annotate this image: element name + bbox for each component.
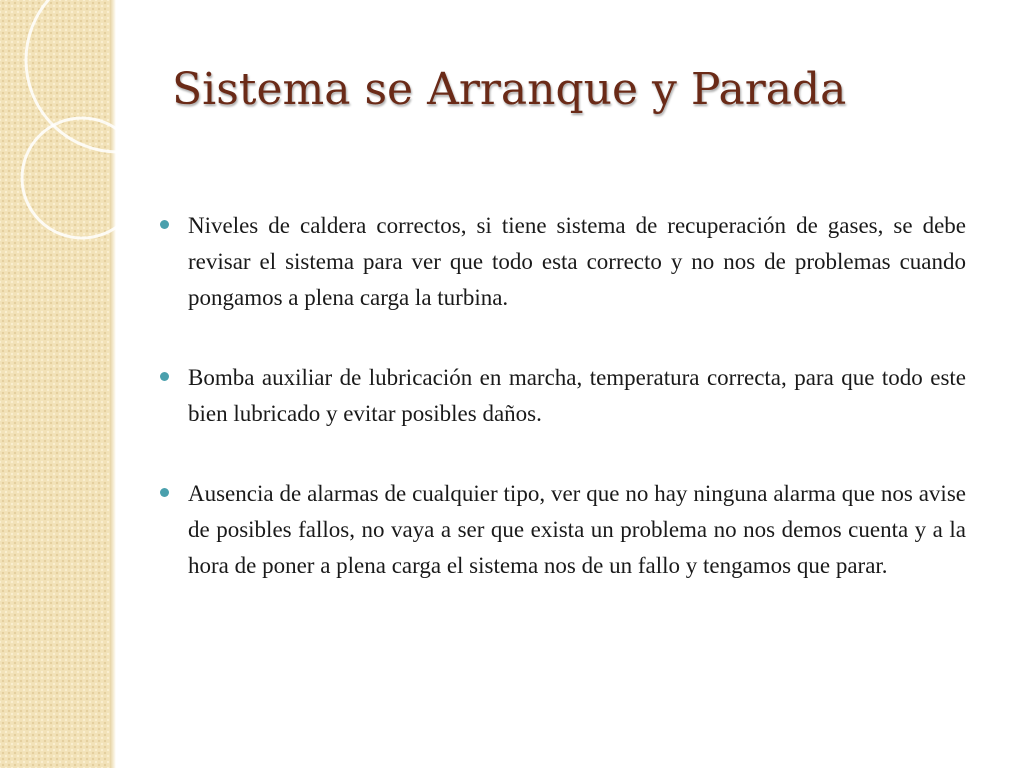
bullet-text: Niveles de caldera correctos, si tiene sistema de recuperación de gases, se debe revisar el sistema para ver que todo esta correcto y no nos de problemas cuando pongamos a plena carga la turbina. <box>188 213 966 310</box>
bullet-item <box>160 208 966 316</box>
bullet-text: Ausencia de alarmas de cualquier tipo, ver que no hay ninguna alarma que nos avise de posibles fallos, no vaya a ser que exista un problema no nos demos cuenta y a la hora de poner a plena carga el sistema nos de un fallo y tengamos que parar. <box>188 481 966 578</box>
bullet-text: Bomba auxiliar de lubricación en marcha, temperatura correcta, para que todo este bien lubricado y evitar posibles daños. <box>188 365 966 426</box>
decorative-side-band <box>0 0 110 768</box>
slide-title: Sistema se Arranque y Parada <box>172 64 847 115</box>
bullet-item <box>160 360 966 432</box>
bullet-dot-icon <box>160 372 169 381</box>
side-band-edge <box>110 0 116 768</box>
bullet-list <box>160 208 966 628</box>
bullet-item <box>160 476 966 584</box>
bullet-dot-icon <box>160 488 169 497</box>
bullet-dot-icon <box>160 220 169 229</box>
